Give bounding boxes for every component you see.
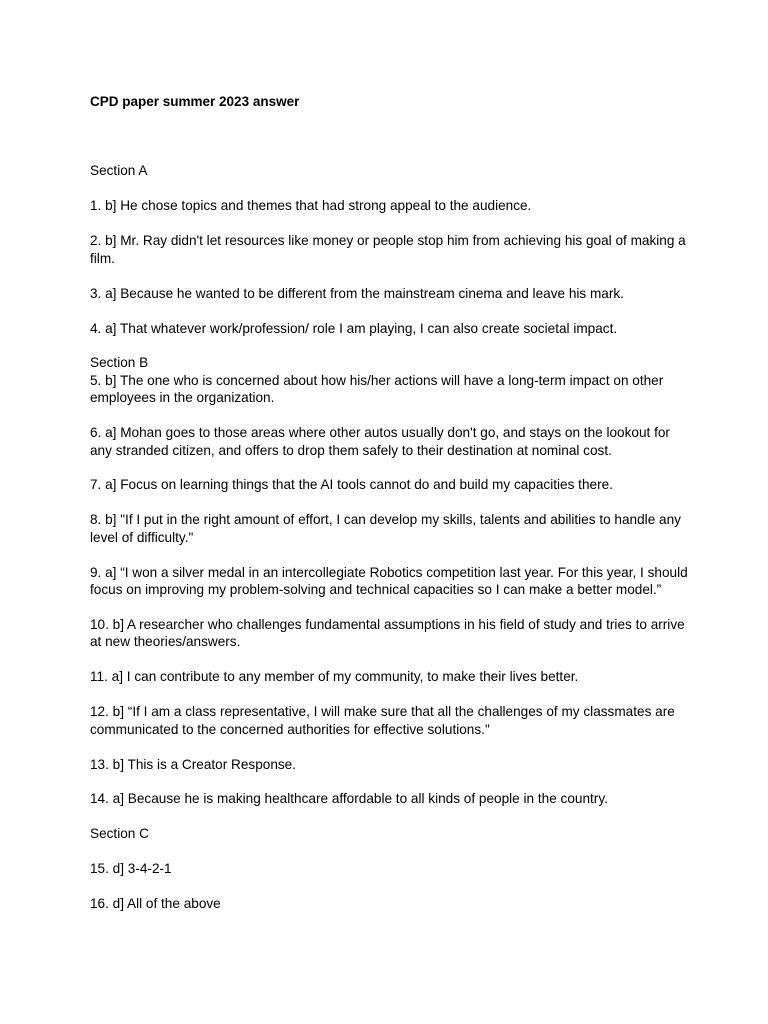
answer-7: 7. a] Focus on learning things that the AI tools cannot do and build my capacities there. (90, 477, 613, 493)
answer-13: 13. b] This is a Creator Response. (90, 756, 297, 772)
section-b-heading: Section B (90, 355, 149, 371)
answer-10: 10. b] A researcher who challenges fundamental assumptions in his field of study and tries to arrive at new theories/answers. (90, 617, 685, 650)
answer-12: 12. b] “If I am a class representative, I will make sure that all the challenges of my classmates are communicated to the concerned authorities for effective solutions." (90, 704, 675, 737)
answer-8: 8. b] "If I put in the right amount of effort, I can develop my skills, talents and abilities to handle any level of difficulty." (90, 512, 681, 545)
document-title: CPD paper summer 2023 answer (90, 94, 300, 109)
answer-11: 11. a] I can contribute to any member of my community, to make their lives better. (90, 669, 579, 685)
answer-3: 3. a] Because he wanted to be different from the mainstream cinema and leave his mark. (90, 285, 624, 301)
answer-16: 16. d] All of the above (90, 896, 221, 912)
answer-6: 6. a] Mohan goes to those areas where other autos usually don't go, and stays on the lookout for any stranded citizen, and offers to drop them safely to their destination at nominal cost. (90, 425, 670, 458)
answer-14: 14. a] Because he is making healthcare affordable to all kinds of people in the country. (90, 791, 608, 807)
document-page (90, 93, 690, 913)
answer-5: 5. b] The one who is concerned about how his/her actions will have a long-term impact on other employees in the organization. (90, 372, 664, 406)
answer-1: 1. b] He chose topics and themes that had strong appeal to the audience. (90, 198, 532, 214)
answer-9: 9. a] “I won a silver medal in an intercollegiate Robotics competition last year. For this year, I should focus on improving my problem-solving and technical capacities so I can make a better model.” (90, 564, 688, 598)
answer-15: 15. d] 3-4-2-1 (90, 861, 172, 877)
section-a-heading: Section A (90, 163, 148, 178)
section-c-heading: Section C (90, 826, 149, 842)
answer-2: 2. b] Mr. Ray didn't let resources like money or people stop him from achieving his goal of making a film. (90, 233, 686, 266)
answer-4: 4. a] That whatever work/profession/ role I am playing, I can also create societal impact. (90, 320, 618, 336)
